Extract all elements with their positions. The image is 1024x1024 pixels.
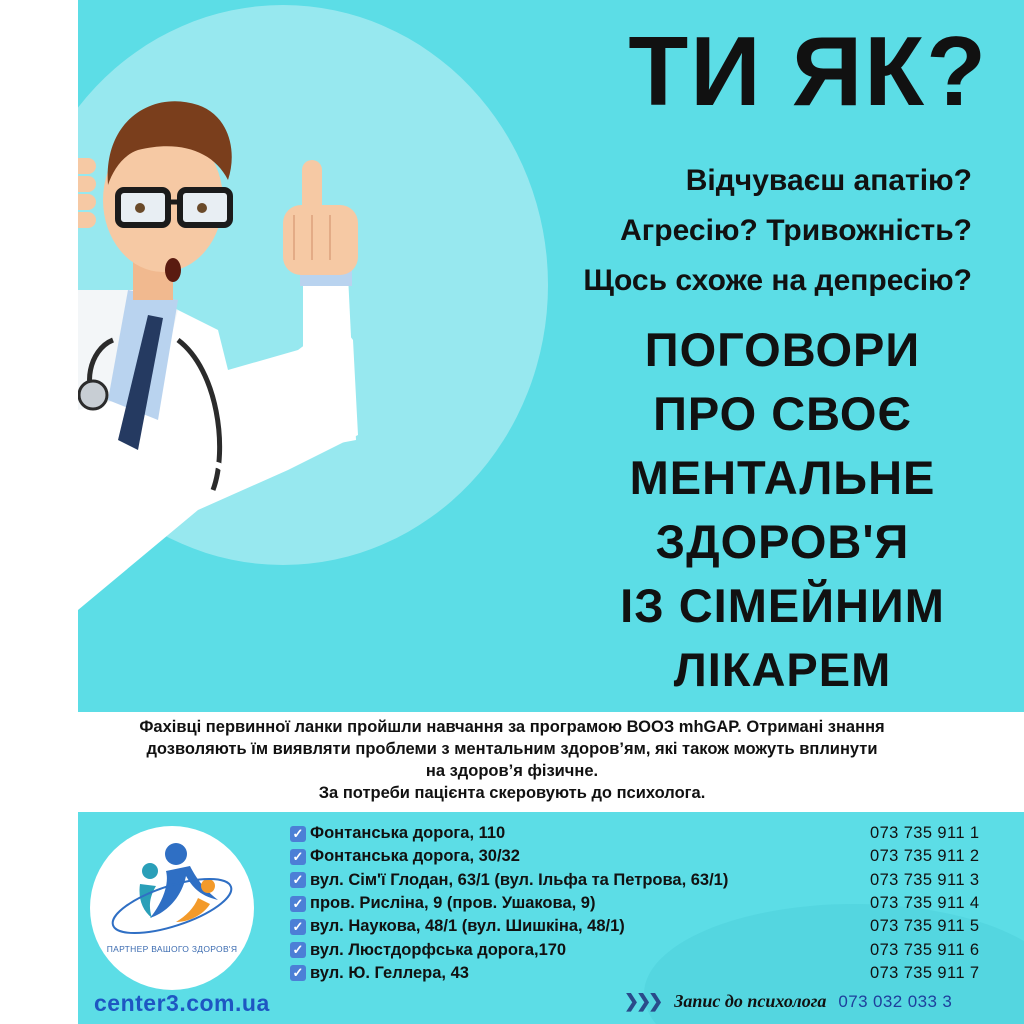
headline-line: ПРО СВОЄ — [653, 387, 912, 440]
headline-line: ЗДОРОВ'Я — [655, 515, 910, 568]
phone-number[interactable]: 073 735 911 3 — [870, 870, 980, 889]
headline-line: МЕНТАЛЬНЕ — [629, 451, 936, 504]
list-item — [290, 892, 728, 915]
address-text: вул. Наукова, 48/1 (вул. Шишкіна, 48/1) — [310, 917, 625, 936]
headline-line: ЛІКАРЕМ — [673, 643, 892, 696]
appointment-row — [624, 991, 952, 1012]
website-link[interactable]: center3.com.ua — [94, 990, 270, 1016]
list-item — [290, 915, 728, 938]
headline-line: ПОГОВОРИ — [644, 323, 921, 376]
list-item — [290, 938, 728, 961]
people-logo-icon — [90, 826, 254, 946]
address-list — [290, 822, 728, 985]
phone-number[interactable]: 073 735 911 1 — [870, 824, 980, 843]
page-title: ТИ ЯК? — [628, 16, 988, 126]
logo — [90, 826, 254, 990]
question-aggression: Агресію? Тривожність? — [620, 214, 972, 247]
checkbox-icon: ✓ — [290, 965, 306, 981]
checkbox-icon: ✓ — [290, 919, 306, 935]
hero-panel — [78, 0, 1024, 712]
phone-number[interactable]: 073 735 911 5 — [870, 917, 980, 936]
checkbox-icon: ✓ — [290, 942, 306, 958]
appointment-label: Запис до психолога — [674, 991, 827, 1011]
question-apathy: Відчуваєш апатію? — [685, 164, 972, 197]
info-line: дозволяють їм виявляти проблеми з ментальним здоров’ям, які також можуть вплинути — [146, 740, 878, 758]
phone-number[interactable]: 073 735 911 2 — [870, 847, 980, 866]
question-depression: Щось схоже на депресію? — [583, 264, 972, 297]
info-text — [0, 716, 1024, 804]
appointment-phone[interactable]: 073 032 033 3 — [838, 991, 953, 1011]
phone-number[interactable]: 073 735 911 6 — [870, 940, 980, 959]
address-text: пров. Рисліна, 9 (пров. Ушакова, 9) — [310, 894, 596, 913]
phone-number[interactable]: 073 735 911 7 — [870, 963, 980, 982]
logo-tagline: ПАРТНЕР ВАШОГО ЗДОРОВ'Я — [106, 944, 238, 954]
list-item — [290, 962, 728, 985]
address-text: Фонтанська дорога, 110 — [310, 824, 506, 843]
info-line: Фахівці первинної ланки пройшли навчання за програмою ВООЗ mhGAP. Отримані знання — [139, 718, 885, 736]
doctor-illustration — [78, 90, 378, 620]
info-line: За потреби пацієнта скеровують до психолога. — [318, 784, 706, 802]
phone-list — [870, 822, 980, 985]
checkbox-icon: ✓ — [290, 872, 306, 888]
headline-line: ІЗ СІМЕЙНИМ — [620, 579, 945, 632]
headline — [590, 318, 975, 702]
info-line: на здоров’я фізичне. — [425, 762, 599, 780]
phone-number[interactable]: 073 735 911 4 — [870, 894, 980, 913]
address-text: вул. Сім'ї Глодан, 63/1 (вул. Ільфа та Петрова, 63/1) — [310, 870, 729, 889]
chevrons-right-icon: ❯❯❯ — [624, 991, 661, 1011]
address-text: вул. Люстдорфська дорога,170 — [310, 940, 567, 959]
address-text: вул. Ю. Геллера, 43 — [310, 963, 469, 982]
hand-left-fingers — [78, 158, 96, 228]
list-item — [290, 845, 728, 868]
checkbox-icon: ✓ — [290, 849, 306, 865]
list-item — [290, 869, 728, 892]
address-text: Фонтанська дорога, 30/32 — [310, 847, 520, 866]
list-item — [290, 822, 728, 845]
checkbox-icon: ✓ — [290, 826, 306, 842]
checkbox-icon: ✓ — [290, 896, 306, 912]
